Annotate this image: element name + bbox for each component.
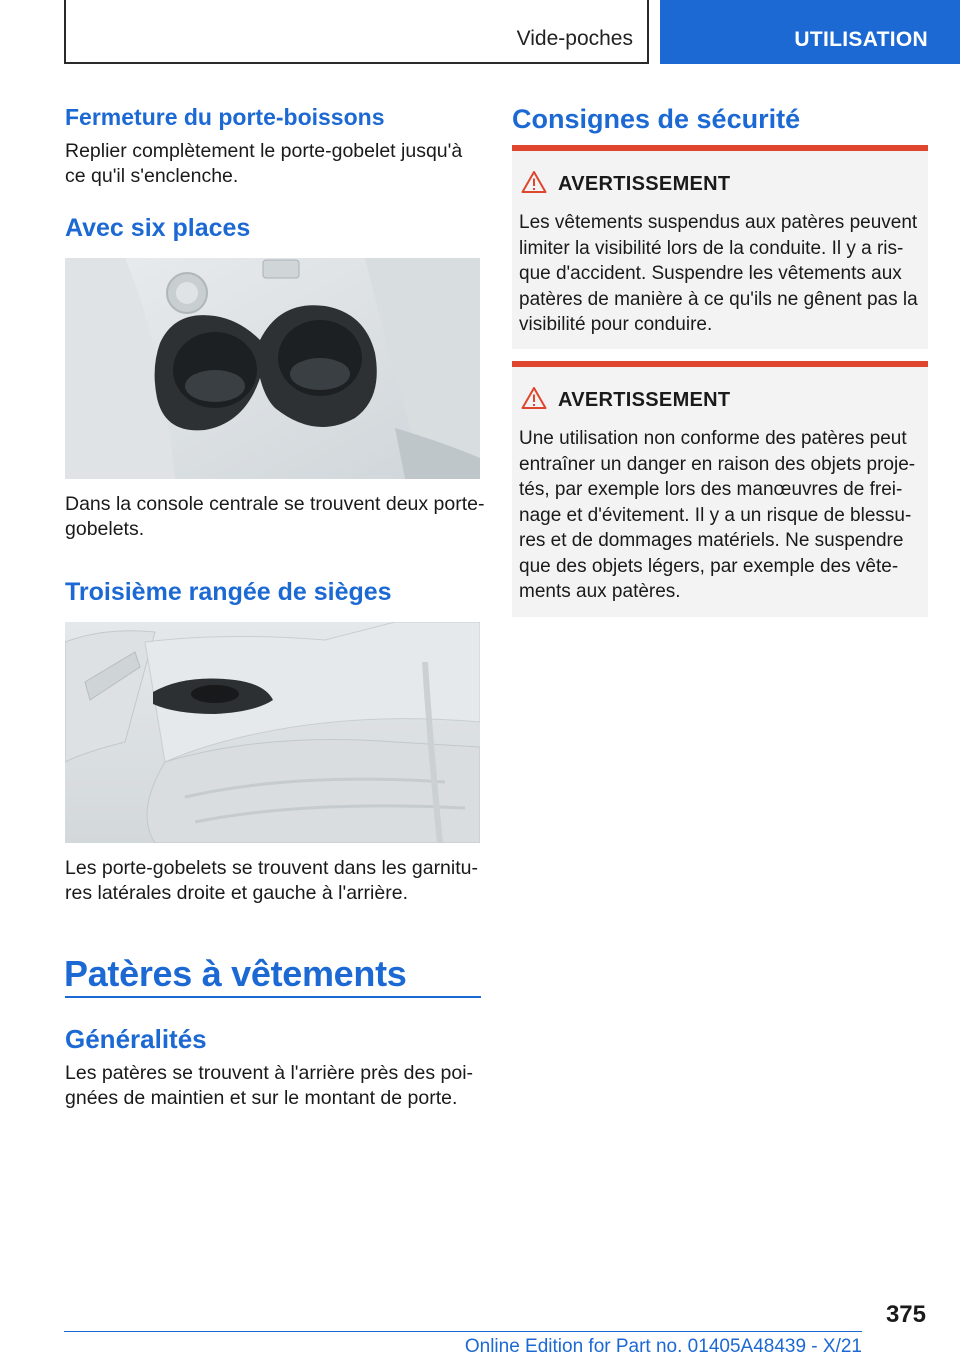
header-chapter-tab (660, 0, 960, 64)
text-line: gnées de maintien et sur le montant de porte. (65, 1087, 458, 1109)
paragraph-troisieme-rangee (65, 856, 478, 906)
text-line: res latérales droite et gauche à l'arrière. (65, 882, 408, 904)
text-line: patères de manière à ce qu'ils ne gênent pas la (519, 288, 918, 310)
heading-six-places: Avec six places (65, 214, 251, 242)
header-section-tab (64, 0, 649, 64)
text-line: ce qu'il s'enclenche. (65, 165, 239, 187)
footer-rule (64, 1331, 862, 1332)
warning-title: AVERTISSEMENT (558, 389, 731, 411)
text-line: que des objets légers, par exemple des vête- (519, 555, 899, 577)
text-line: Les vêtements suspendus aux patères peuvent (519, 212, 918, 233)
heading-pateres: Patères à vêtements (64, 953, 407, 994)
text-line: Dans la console centrale se trouvent deux porte- (65, 493, 485, 515)
section-rule (65, 996, 481, 998)
warning-box-1 (512, 145, 928, 349)
header-chapter-title: UTILISATION (794, 28, 928, 51)
warning-triangle-icon (521, 386, 547, 415)
console-cupholder-image (65, 258, 480, 479)
heading-generalites: Généralités (65, 1024, 207, 1054)
page-number: 375 (885, 1301, 926, 1328)
text-line: Les porte-gobelets se trouvent dans les garnitu- (65, 857, 478, 879)
text-line: tés, par exemple lors des manœuvres de frei- (519, 479, 903, 500)
text-line: entraîner un danger en raison des objets proje- (519, 453, 916, 475)
footer-edition: Online Edition for Part no. 01405A48439 - X/21 (464, 1336, 862, 1357)
warning-title: AVERTISSEMENT (558, 173, 731, 195)
text-line: visibilité pour conduire. (519, 314, 713, 335)
text-line: Une utilisation non conforme des patères peut (519, 428, 907, 449)
text-line: Les patères se trouvent à l'arrière près des poi- (65, 1062, 474, 1084)
text-line: ments aux patères. (519, 581, 681, 602)
text-line: gobelets. (65, 518, 145, 540)
paragraph-six-places (65, 492, 485, 542)
header-section-title: Vide-poches (516, 27, 633, 50)
heading-troisieme-rangee: Troisième rangée de sièges (65, 578, 392, 606)
heading-fermeture: Fermeture du porte-boissons (65, 104, 385, 130)
warning-text (519, 426, 924, 605)
warning-triangle-icon (521, 170, 547, 199)
text-line: limiter la visibilité lors de la conduite. Il y a ris- (519, 237, 904, 259)
warning-text (519, 210, 924, 338)
third-row-cupholder-image (65, 622, 480, 843)
text-line: que d'accident. Suspendre les vêtements aux (519, 263, 902, 284)
paragraph-generalites (65, 1061, 473, 1111)
heading-consignes: Consignes de sécurité (512, 104, 801, 134)
text-line: nage et d'évitement. Il y a un risque de blessu- (519, 504, 912, 526)
paragraph-fermeture (65, 139, 462, 189)
text-line: Replier complètement le porte-gobelet jusqu'à (65, 140, 463, 162)
warning-box-2 (512, 361, 928, 617)
text-line: res et de dommages matériels. Ne suspendre (519, 530, 904, 551)
